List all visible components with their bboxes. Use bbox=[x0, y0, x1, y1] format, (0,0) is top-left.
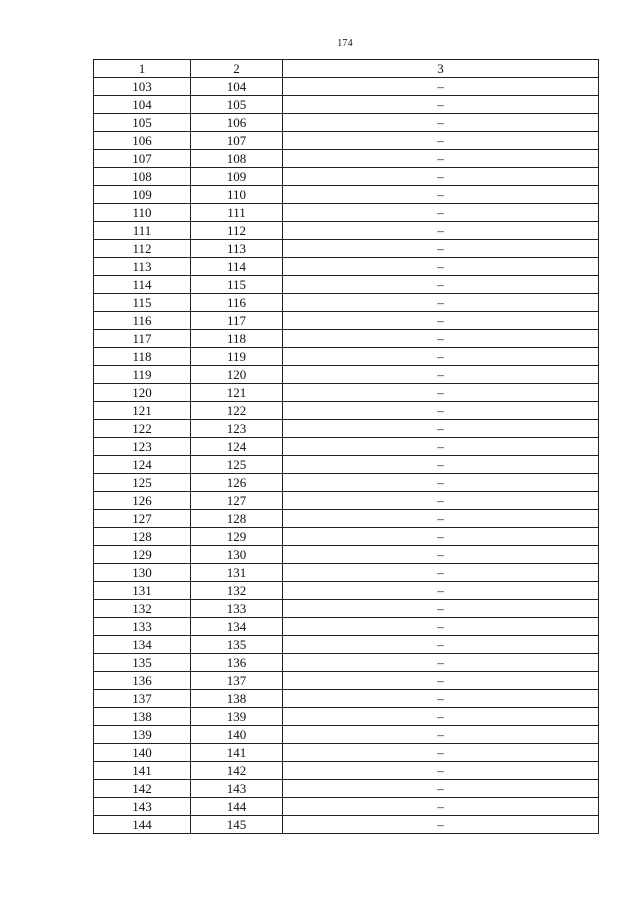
table-cell-col-2: 113 bbox=[191, 240, 283, 258]
table-row bbox=[94, 492, 599, 510]
table-cell-col-1: 137 bbox=[94, 690, 191, 708]
table-cell-col-1: 121 bbox=[94, 402, 191, 420]
table-cell-col-3: – bbox=[283, 618, 599, 636]
table-cell-col-2: 144 bbox=[191, 798, 283, 816]
table-cell-col-2: 135 bbox=[191, 636, 283, 654]
table-cell-col-2: 139 bbox=[191, 708, 283, 726]
table-cell-col-3: – bbox=[283, 690, 599, 708]
table-cell-col-3: – bbox=[283, 798, 599, 816]
table-row bbox=[94, 78, 599, 96]
table-cell-col-2: 107 bbox=[191, 132, 283, 150]
table-cell-col-2: 121 bbox=[191, 384, 283, 402]
table-cell-col-2: 137 bbox=[191, 672, 283, 690]
table-cell-col-1: 139 bbox=[94, 726, 191, 744]
table-cell-col-3: – bbox=[283, 708, 599, 726]
table-cell-col-3: – bbox=[283, 672, 599, 690]
table-cell-col-3: – bbox=[283, 654, 599, 672]
table-row bbox=[94, 672, 599, 690]
table-row bbox=[94, 510, 599, 528]
table-cell-col-3: – bbox=[283, 96, 599, 114]
table-row bbox=[94, 564, 599, 582]
table-cell-col-3: – bbox=[283, 402, 599, 420]
table-row bbox=[94, 294, 599, 312]
table-cell-col-1: 143 bbox=[94, 798, 191, 816]
table-cell-col-1: 120 bbox=[94, 384, 191, 402]
table-cell-col-1: 113 bbox=[94, 258, 191, 276]
table-cell-col-1: 108 bbox=[94, 168, 191, 186]
table-cell-col-1: 134 bbox=[94, 636, 191, 654]
table-cell-col-2: 136 bbox=[191, 654, 283, 672]
table-row bbox=[94, 528, 599, 546]
table-cell-col-2: 108 bbox=[191, 150, 283, 168]
table-cell-col-2: 104 bbox=[191, 78, 283, 96]
table-cell-col-1: 138 bbox=[94, 708, 191, 726]
table-row bbox=[94, 690, 599, 708]
table-cell-col-1: 144 bbox=[94, 816, 191, 834]
table-cell-col-3: – bbox=[283, 294, 599, 312]
table-cell-col-1: 127 bbox=[94, 510, 191, 528]
table-row bbox=[94, 546, 599, 564]
table-row bbox=[94, 240, 599, 258]
table-cell-col-3: – bbox=[283, 762, 599, 780]
table-cell-col-1: 131 bbox=[94, 582, 191, 600]
table-cell-col-2: 115 bbox=[191, 276, 283, 294]
table-cell-col-3: – bbox=[283, 474, 599, 492]
table-row bbox=[94, 132, 599, 150]
table-cell-col-1: 111 bbox=[94, 222, 191, 240]
table-cell-col-2: 129 bbox=[191, 528, 283, 546]
table-cell-col-2: 124 bbox=[191, 438, 283, 456]
table-cell-col-2: 120 bbox=[191, 366, 283, 384]
table-cell-col-3: – bbox=[283, 636, 599, 654]
table-cell-col-3: – bbox=[283, 168, 599, 186]
table-cell-col-2: 142 bbox=[191, 762, 283, 780]
table-cell-col-2: 125 bbox=[191, 456, 283, 474]
table-cell-col-3: – bbox=[283, 348, 599, 366]
table-cell-col-3: – bbox=[283, 222, 599, 240]
table-cell-col-2: 131 bbox=[191, 564, 283, 582]
table-cell-col-3: – bbox=[283, 492, 599, 510]
table-cell-col-1: 132 bbox=[94, 600, 191, 618]
table-cell-col-2: 130 bbox=[191, 546, 283, 564]
table-cell-col-1: 140 bbox=[94, 744, 191, 762]
table-cell-col-1: 129 bbox=[94, 546, 191, 564]
table-cell-col-3: – bbox=[283, 150, 599, 168]
table-cell-col-3: – bbox=[283, 744, 599, 762]
table-cell-col-1: 107 bbox=[94, 150, 191, 168]
table-row bbox=[94, 384, 599, 402]
table-cell-col-1: 141 bbox=[94, 762, 191, 780]
table-cell-col-2: 143 bbox=[191, 780, 283, 798]
table-header-row bbox=[94, 60, 599, 78]
table-cell-col-3: – bbox=[283, 780, 599, 798]
table-cell-col-3: – bbox=[283, 132, 599, 150]
table-row bbox=[94, 600, 599, 618]
table-cell-col-3: – bbox=[283, 456, 599, 474]
table-cell-col-1: 103 bbox=[94, 78, 191, 96]
table-row bbox=[94, 312, 599, 330]
table-cell-col-2: 114 bbox=[191, 258, 283, 276]
table-cell-col-1: 106 bbox=[94, 132, 191, 150]
table-row bbox=[94, 762, 599, 780]
table-cell-col-1: 142 bbox=[94, 780, 191, 798]
table-cell-col-3: – bbox=[283, 258, 599, 276]
table-cell-col-3: – bbox=[283, 114, 599, 132]
table-cell-col-3: – bbox=[283, 564, 599, 582]
table-body bbox=[94, 78, 599, 834]
table-row bbox=[94, 744, 599, 762]
table-row bbox=[94, 168, 599, 186]
table-row bbox=[94, 222, 599, 240]
table-cell-col-3: – bbox=[283, 528, 599, 546]
table-cell-col-3: – bbox=[283, 204, 599, 222]
table-cell-col-3: – bbox=[283, 510, 599, 528]
table-row bbox=[94, 582, 599, 600]
table-cell-col-3: – bbox=[283, 312, 599, 330]
table-cell-col-1: 125 bbox=[94, 474, 191, 492]
table-row bbox=[94, 276, 599, 294]
table-cell-col-2: 134 bbox=[191, 618, 283, 636]
table-cell-col-3: – bbox=[283, 438, 599, 456]
table-cell-col-1: 109 bbox=[94, 186, 191, 204]
table-cell-col-1: 117 bbox=[94, 330, 191, 348]
table-cell-col-1: 115 bbox=[94, 294, 191, 312]
table-cell-col-1: 118 bbox=[94, 348, 191, 366]
table-cell-col-3: – bbox=[283, 726, 599, 744]
table-cell-col-1: 112 bbox=[94, 240, 191, 258]
table-cell-col-2: 118 bbox=[191, 330, 283, 348]
table-cell-col-2: 111 bbox=[191, 204, 283, 222]
table-cell-col-1: 136 bbox=[94, 672, 191, 690]
table-row bbox=[94, 366, 599, 384]
table-row bbox=[94, 204, 599, 222]
table-cell-col-1: 128 bbox=[94, 528, 191, 546]
table-cell-col-1: 122 bbox=[94, 420, 191, 438]
table-row bbox=[94, 330, 599, 348]
table-cell-col-3: – bbox=[283, 420, 599, 438]
table-cell-col-1: 126 bbox=[94, 492, 191, 510]
table-cell-col-1: 123 bbox=[94, 438, 191, 456]
table-row bbox=[94, 114, 599, 132]
table-row bbox=[94, 654, 599, 672]
table-cell-col-2: 123 bbox=[191, 420, 283, 438]
table-cell-col-2: 133 bbox=[191, 600, 283, 618]
table-cell-col-3: – bbox=[283, 240, 599, 258]
table-cell-col-2: 105 bbox=[191, 96, 283, 114]
table-cell-col-1: 133 bbox=[94, 618, 191, 636]
table-cell-col-2: 140 bbox=[191, 726, 283, 744]
table-cell-col-3: – bbox=[283, 600, 599, 618]
table-row bbox=[94, 798, 599, 816]
table-cell-col-2: 126 bbox=[191, 474, 283, 492]
table-cell-col-1: 135 bbox=[94, 654, 191, 672]
table-cell-col-2: 132 bbox=[191, 582, 283, 600]
table-cell-col-2: 141 bbox=[191, 744, 283, 762]
table-row bbox=[94, 816, 599, 834]
table-cell-col-1: 116 bbox=[94, 312, 191, 330]
table-row bbox=[94, 348, 599, 366]
table-cell-col-3: – bbox=[283, 816, 599, 834]
table-cell-col-3: – bbox=[283, 78, 599, 96]
data-table bbox=[93, 59, 599, 834]
table-cell-col-2: 116 bbox=[191, 294, 283, 312]
table-row bbox=[94, 618, 599, 636]
table-row bbox=[94, 708, 599, 726]
table-cell-col-2: 119 bbox=[191, 348, 283, 366]
table-row bbox=[94, 96, 599, 114]
table-cell-col-2: 117 bbox=[191, 312, 283, 330]
table-row bbox=[94, 420, 599, 438]
table-cell-col-1: 130 bbox=[94, 564, 191, 582]
table-cell-col-1: 105 bbox=[94, 114, 191, 132]
table-cell-col-2: 110 bbox=[191, 186, 283, 204]
table-cell-col-1: 124 bbox=[94, 456, 191, 474]
table-cell-col-2: 128 bbox=[191, 510, 283, 528]
table-cell-col-3: – bbox=[283, 546, 599, 564]
column-header-2: 2 bbox=[191, 60, 283, 78]
table-cell-col-2: 145 bbox=[191, 816, 283, 834]
table-cell-col-3: – bbox=[283, 384, 599, 402]
table-cell-col-2: 127 bbox=[191, 492, 283, 510]
table-cell-col-2: 112 bbox=[191, 222, 283, 240]
table-row bbox=[94, 438, 599, 456]
table-cell-col-3: – bbox=[283, 366, 599, 384]
page-number: 174 bbox=[337, 38, 353, 49]
table-row bbox=[94, 456, 599, 474]
table-cell-col-1: 104 bbox=[94, 96, 191, 114]
table-row bbox=[94, 150, 599, 168]
table-cell-col-3: – bbox=[283, 186, 599, 204]
table-row bbox=[94, 186, 599, 204]
table-cell-col-1: 110 bbox=[94, 204, 191, 222]
table-row bbox=[94, 636, 599, 654]
table-cell-col-3: – bbox=[283, 276, 599, 294]
table-cell-col-3: – bbox=[283, 582, 599, 600]
table-cell-col-2: 106 bbox=[191, 114, 283, 132]
table-cell-col-2: 138 bbox=[191, 690, 283, 708]
table-row bbox=[94, 258, 599, 276]
column-header-1: 1 bbox=[94, 60, 191, 78]
table-cell-col-1: 114 bbox=[94, 276, 191, 294]
column-header-3: 3 bbox=[283, 60, 599, 78]
table-row bbox=[94, 402, 599, 420]
table-cell-col-2: 109 bbox=[191, 168, 283, 186]
table-cell-col-2: 122 bbox=[191, 402, 283, 420]
table-cell-col-3: – bbox=[283, 330, 599, 348]
table-cell-col-1: 119 bbox=[94, 366, 191, 384]
table-row bbox=[94, 780, 599, 798]
table-row bbox=[94, 474, 599, 492]
table-row bbox=[94, 726, 599, 744]
